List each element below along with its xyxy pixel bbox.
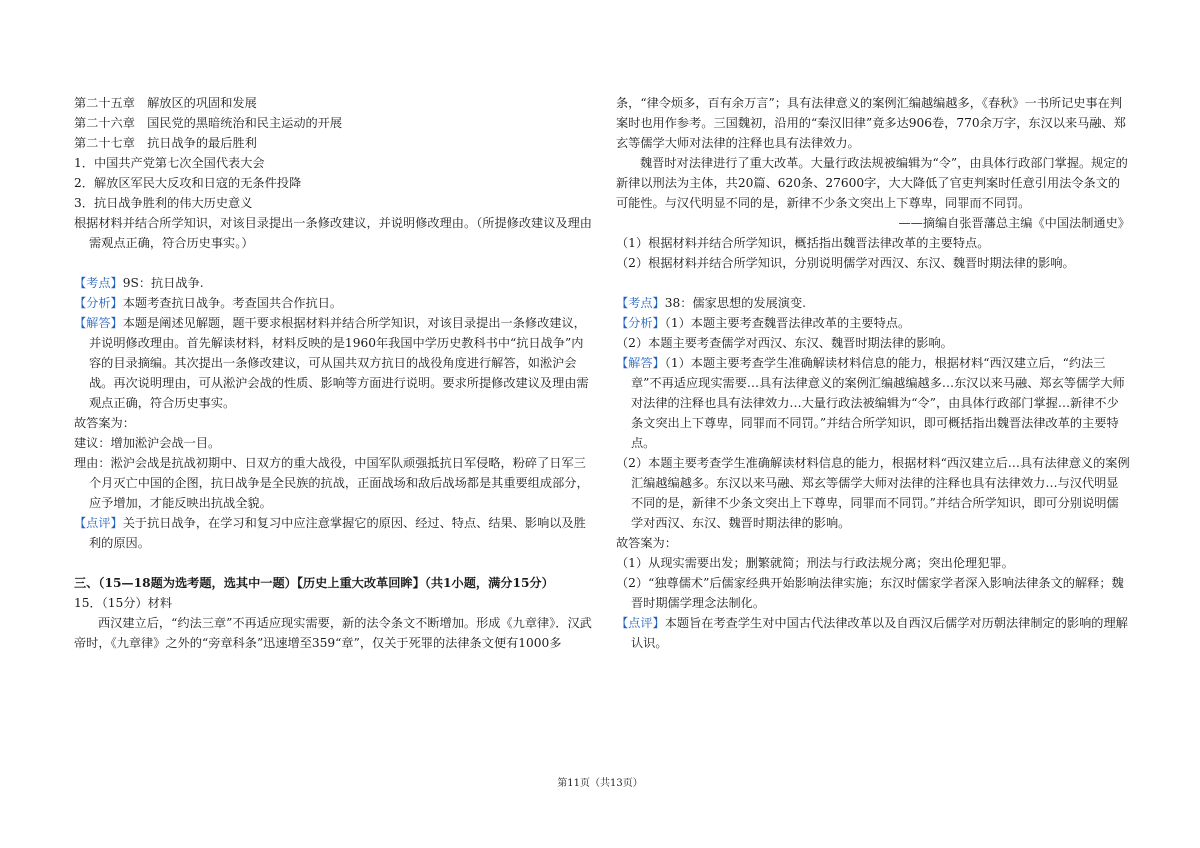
kaodian-tag: 【考点】 [616, 296, 665, 310]
answer-label: 故答案为： [74, 416, 135, 430]
jieda-text: 本题是阐述见解题，题干要求根据材料并结合所学知识，对该目录提出一条修改建议，并说明修改理由。首先解读材料，材料反映的是1960年我国中学历史教科书中“抗日战争”内容的目录摘编。其次提出一条修改建议，可从国共双方抗日的战役角度进行解答，如淞沪会战。再次说明理由，可从淞沪会战的性质、影响等方面进行说明。要求所提修改建议及理由需观点正确，符合历史事实。 [89, 316, 589, 410]
dianping [74, 513, 592, 553]
question-prompt: 根据材料并结合所学知识，对该目录提出一条修改建议，并说明修改理由。（所提修改建议及理由需观点正确，符合历史事实。） [74, 216, 592, 250]
page-footer: 第11页（共13页） [557, 778, 643, 789]
jieda-text: （1）本题主要考查学生准确解读材料信息的能力，根据材料“西汉建立后，“约法三章”不再适应现实需要…具有法律意义的案例汇编越编越多…东汉以来马融、郑玄等儒学大师对法律的注释也具有法律效力…大量行政法被编辑为“令”，由具体行政部门掌握…新律不少条文突出上下尊卑，同罪而不同罚。”并结合所学知识，即可概括指出魏晋法律改革的主要特点。 [631, 356, 1125, 450]
sub-question-1: （1）根据材料并结合所学知识，概括指出魏晋法律改革的主要特点。 [616, 236, 990, 250]
fenxi-text-2: （2）本题主要考查儒学对西汉、东汉、魏晋时期法律的影响。 [616, 336, 953, 350]
fenxi-text: 本题考查抗日战争。考查国共合作抗日。 [122, 296, 343, 310]
dianping-tag: 【点评】 [74, 516, 123, 530]
dianping-text: 本题旨在考查学生对中国古代法律改革以及自西汉后儒学对历朝法律制定的影响的理解认识。 [631, 616, 1128, 650]
jieda-tag: 【解答】 [616, 356, 665, 370]
toc-line: 第二十五章 解放区的巩固和发展 [74, 96, 257, 110]
toc-line: 第二十六章 国民党的黑暗统治和民主运动的开展 [74, 116, 343, 130]
kaodian-text: 9S：抗日战争. [122, 276, 204, 290]
answer-1: （1）从现实需要出发；删繁就简；刑法与行政法规分离；突出伦理犯罪。 [616, 556, 1014, 570]
fenxi-text: （1）本题主要考查魏晋法律改革的主要特点。 [664, 316, 911, 330]
kaodian [74, 273, 592, 293]
material-paragraph: 条，“律令烦多，百有余万言”；具有法律意义的案例汇编越编越多，《春秋》一书所记史事在判案时也用作参考。三国魏初，沿用的“秦汉旧律”竟多达906卷，770余万字，东汉以来马融、郑玄等儒学大师对法律的注释也具有法律效力。 [616, 96, 1126, 150]
sub-question-2: （2）根据材料并结合所学知识，分别说明儒学对西汉、东汉、魏晋时期法律的影响。 [616, 256, 1075, 270]
kaodian [616, 293, 1130, 313]
answer-reason: 理由：淞沪会战是抗战初期中、日双方的重大战役，中国军队顽强抵抗日军侵略，粉碎了日军三个月灭亡中国的企图，抗日战争是全民族的抗战，正面战场和敌后战场都是其重要组成部分，应予增加，才能反映出抗战全貌。 [74, 456, 589, 510]
fenxi-tag: 【分析】 [74, 296, 123, 310]
toc-line: 2．解放区军民大反攻和日寇的无条件投降 [74, 176, 302, 190]
answer-suggestion: 建议：增加淞沪会战一目。 [74, 436, 221, 450]
fenxi [616, 313, 1130, 333]
material-paragraph: 西汉建立后，“约法三章”不再适应现实需要，新的法令条文不断增加。形成《九章律》．汉武帝时，《九章律》之外的“旁章科条”迅速增至359“章”，仅关于死罪的法律条文便有1000多 [74, 616, 592, 650]
jieda-tag: 【解答】 [74, 316, 123, 330]
material-paragraph: 魏晋时对法律进行了重大改革。大量行政法规被编辑为“令”，由具体行政部门掌握。规定的新律以刑法为主体，共20篇、620条、27600字，大大降低了官吏判案时任意引用法令条文的可能性。与汉代明显不同的是，新律不少条文突出上下尊卑，同罪而不同罚。 [616, 156, 1128, 210]
right-column [616, 93, 1130, 653]
dianping-text: 关于抗日战争，在学习和复习中应注意掌握它的原因、经过、特点、结果、影响以及胜利的原因。 [89, 516, 586, 550]
kaodian-tag: 【考点】 [74, 276, 123, 290]
answer-2: （2）“独尊儒术”后儒家经典开始影响法律实施；东汉时儒家学者深入影响法律条文的解释；魏晋时期儒学理念法制化。 [616, 576, 1124, 610]
jieda [74, 313, 592, 413]
section-heading: 三、（15—18题为选考题，选其中一题）【历史上重大改革回眸】（共1小题，满分15分） [74, 576, 554, 590]
dianping [616, 613, 1130, 653]
toc-line: 3．抗日战争胜利的伟大历史意义 [74, 196, 253, 210]
toc-line: 第二十七章 抗日战争的最后胜利 [74, 136, 257, 150]
fenxi [74, 293, 592, 313]
material-source: ——摘编自张晋藩总主编《中国法制通史》 [898, 216, 1130, 230]
jieda [616, 353, 1130, 453]
toc-line: 1．中国共产党第七次全国代表大会 [74, 156, 265, 170]
dianping-tag: 【点评】 [616, 616, 665, 630]
question-number: 15．（15分）材料 [74, 596, 173, 610]
fenxi-tag: 【分析】 [616, 316, 665, 330]
kaodian-text: 38：儒家思想的发展演变. [664, 296, 807, 310]
jieda-text-2: （2）本题主要考查学生准确解读材料信息的能力，根据材料“西汉建立后…具有法律意义的案例汇编越编越多。东汉以来马融、郑玄等儒学大师对法律的注释也具有法律效力…与汉代明显不同的是，新律不少条文突出上下尊卑，同罪而不同罚。”并结合所学知识，即可分别说明儒学对西汉、东汉、魏晋时期法律的影响。 [616, 456, 1130, 530]
left-column [74, 93, 592, 653]
answer-label: 故答案为： [616, 536, 677, 550]
